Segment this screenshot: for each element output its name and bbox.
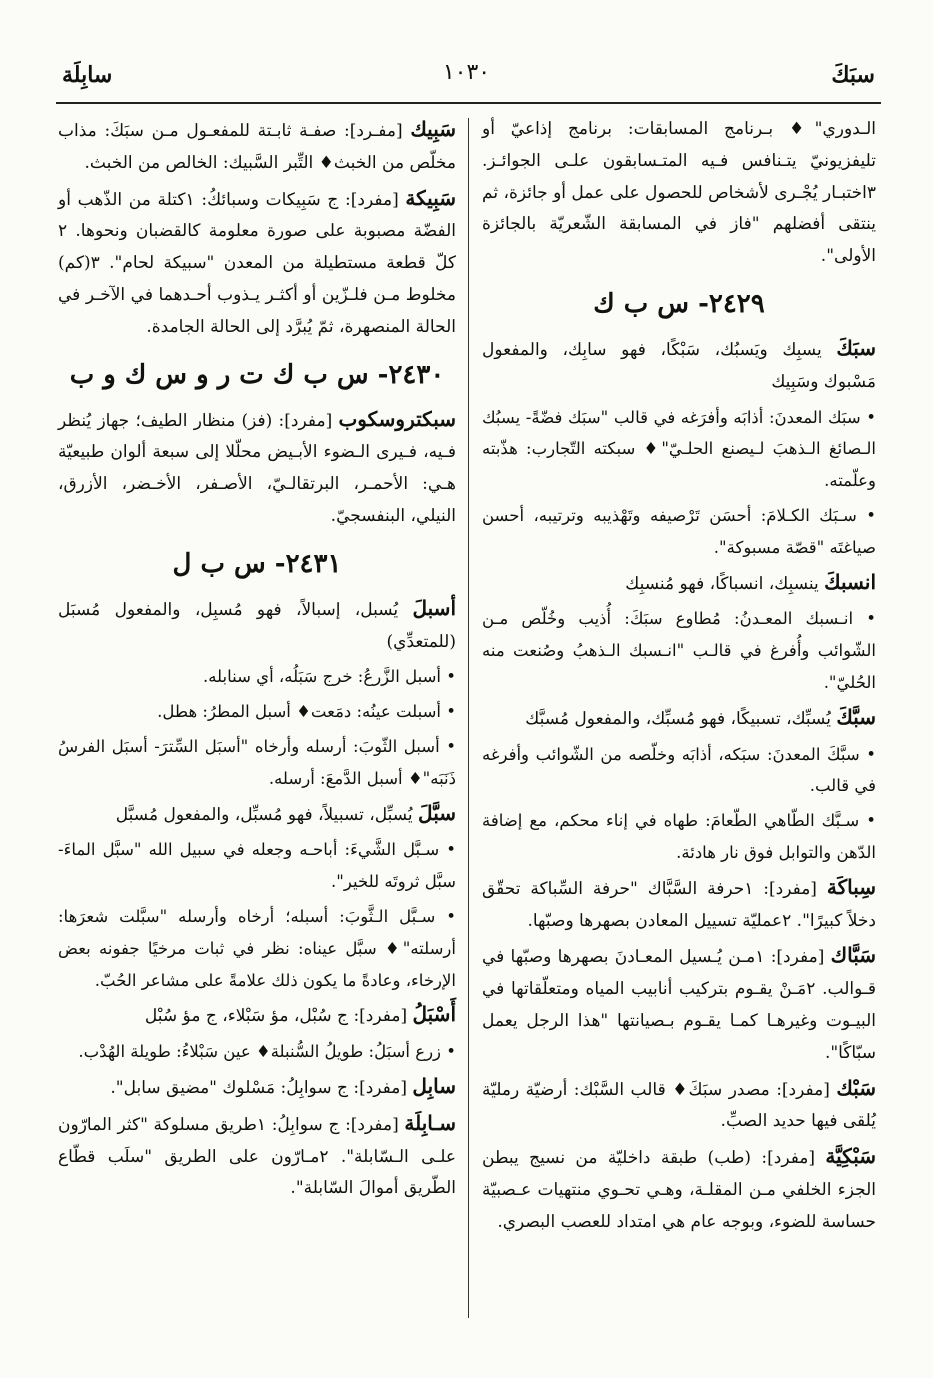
entry-text: يُسبِّل، تسبيلاً، فهو مُسبِّل، والمفعول مُسبَّل [115, 804, 419, 825]
sense: • سـبَّل الـثَّوبَ: أسبله؛ أرخاه وأرسله "سبَّلت شعرَها: أرسلته"♦ سبَّل عيناه: نظر في ثبات مرخيًا جفونه بعض الإرخاء، وعادةً ما يكون ذلك علامةً على مشاعر الحُبّ. [58, 906, 456, 990]
root-heading: ٢٤٢٩- س ب ك [593, 288, 765, 319]
headword: سَبِيك [410, 117, 456, 141]
sense: • سبَك المعدنَ: أذابَه وأفرَغه في قالب "سبَك فضّةً- يسبُك الـصائغ الـذهبَ لـيصنع الحلـيّ"♦ سبكته التّجارب: هذّبته وعلّمته. [482, 407, 876, 491]
headword: سَبْكِيَّة [825, 1144, 876, 1169]
entry [482, 872, 876, 938]
entry-text: يُسبل، إسبالاً، فهو مُسبِل، والمفعول مُسبَل (للمتعدِّي) [58, 599, 456, 652]
entry-text: يُسبِّك، تسبيكًا، فهو مُسبِّك، والمفعول مُسبَّك [525, 708, 837, 729]
left-column [58, 114, 456, 1208]
sense: • أسبل الزَّرعُ: خرج سَبَلُه، أي سنابله. [202, 667, 456, 687]
entry-text: [مفرد]: ج سُبْل، مؤ سَبْلاء، ج مؤ سُبْل [144, 1006, 413, 1027]
sense: • سـبَّك الطّاهي الطّعامَ: طهاه في إناء محكم، مع إضافة الدّهن والتوابل فوق نار هادئة. [482, 811, 876, 862]
entry [482, 333, 876, 399]
entry [482, 702, 876, 736]
headword: سَبَّاك [830, 943, 876, 968]
root-heading: ٢٤٣٠- س ب ك ت ر و س ك و ب [69, 359, 445, 390]
entry [58, 183, 456, 344]
entry-text: [مفرد]: ج سوابِلُ: ١طريق مسلوكة "كثر المارّون علـى الـسّابلة". ٢مـارّون على الطريق "سلَب قطّاع الطّريق أموالَ السّابلة". [58, 1114, 456, 1199]
sense: • أسبلت عينُه: دمَعت♦ أسبل المطرُ: هطل. [157, 702, 456, 722]
headword: سبَكَ [836, 335, 876, 360]
entry [482, 567, 876, 601]
sense: • سـبَّل الشَّيءَ: أباحـه وجعله في سبيل الله "سبَّل الماءَ- سبَّل ثروتَه للخير". [58, 840, 456, 892]
sense: • سـبَك الكـلامَ: أحسَن تَرْصيفه وتَهْذيبه وترتيبه، أحسن صياغتَه "قصّة مسبوكة". [482, 505, 876, 557]
entry-continuation: الـدوري"♦ بـرنامج المسابقات: برنامج إذاعيّ أو تليفزيونيّ يتـنافس فـيه المتـسابقون علـى الجوائـز. ٣اختبـار يُجْـرى لأشخاص للحصول على عمل أو جائزة، ثم ينتقى أفضلهم "فاز في المسابقة الشّعريّة بالجائزة الأولى". [482, 119, 876, 267]
entry-text: [مفرد]: (فز) منظار الطيف؛ جهاز يُنظر فـيه، فـيرى الـضوء الأبـيض محلّلا إلى سبعة ألوان طبيعيّة هـي: الأحمـر، البرتقالـيّ، الأصـفر، الأخـضر، الأزرق، النيلي، البنفسجيّ. [58, 410, 456, 526]
entry-text: [مفرد]: ١مـن يُـسيل المعـادنَ بصهرها وصبّها في قـوالب. ٢مَـنْ يقـوم بتركيب أنابيب المياه ومتعلّقاتها في البيـوت وغيرهـا كمـا يقـوم بـصيانتها "هذا الرجل يعمل سبّاكًا". [482, 947, 876, 1063]
entry-text: [مفرد]: ج سوابِلُ: مَسْلوك "مضيق سابل". [110, 1077, 413, 1098]
entry [58, 114, 456, 180]
headword: سَبْك [836, 1075, 876, 1100]
headword: سـابِلَة [404, 1110, 456, 1135]
entry [482, 1073, 876, 1139]
entry-text: [مفرد]: (طب) طبقة داخليّة من نسيج يبطن الجزء الخلفي مـن المقلـة، وهـي تحـوي منتهيات عـصبيّة حساسة للضوء، وبوجه عام هي امتداد للعصب البصري. [482, 1148, 876, 1232]
entry [58, 798, 456, 832]
headword: أسبلَ [412, 595, 456, 620]
page-number: ١٠٣٠ [442, 60, 491, 85]
entry-text: [مفرد]: ١حرفة السَّبَّاك "حرفة السِّباكة تحقّق دخلاً كبيرًا". ٢عمليّة تسييل المعادن بصهرها وصبّها. [482, 878, 876, 931]
entry [482, 940, 876, 1069]
right-column [482, 114, 876, 1242]
headword: أَسْبَلُ [412, 1002, 456, 1027]
entry [58, 1108, 456, 1205]
headword: سابِل [412, 1073, 456, 1098]
headword: سَبِيكة [405, 185, 457, 210]
entry-text: يسبِك ويَسبُك، سَبْكًا، فهو سابِك، والمفعول مَسْبوك وسَبِيك [482, 339, 876, 392]
entry [58, 593, 456, 659]
sense: • أسبل الثّوبَ: أرسله وأرخاه "أسبَل السِّترَ- أسبَل الفرسُ ذَنَبَه"♦ أسبل الدَّمعَ: أرسله. [58, 736, 456, 788]
header-guide-word-left: سابِلَة [62, 62, 113, 88]
entry-text: ينسبِك، انسباكًا، فهو مُنسبِك [625, 573, 825, 594]
header-rule [56, 102, 881, 104]
entry [482, 1141, 876, 1238]
headword: انسبكَ [824, 569, 876, 594]
headword: سِباكَة [826, 874, 876, 899]
entry [58, 999, 456, 1033]
sense: • انـسبك المعـدنُ: مُطاوع سبَكَ: أُذيب وخُلّص مـن الشّوائب وأُفرغ في قالـب "انـسبك الـذهبُ وصُنعت منه الحُليّ". [482, 609, 876, 692]
entry-text: [مفرد]: مصدر سبَكَ♦ قالب السَّبْك: أرضيّة رمليّة يُلقى فيها حديد الصبِّ. [482, 1079, 876, 1132]
sense: • سبَّكَ المعدنَ: سبَكه، أذابَه وخلّصه من الشّوائب وأفرغه في قالب. [482, 744, 876, 796]
headword: سبَّلَ [418, 800, 456, 825]
entry-text: [مفرد]: ج سَبِيكات وسبائكُ: ١كتلة من الذّهب أو الفضّة مصبوبة على صورة معلومة كالقضبان ونحوها. ٢ كلّ قطعة مستطيلة من المعدن "سبيكة لحام". ٣(كم) مخلوط مـن فلـزّين أو أكثـر يـذوب أحـدهما في الآخـر في الحالة المنصهرة، ثمّ يُبرَّد إلى الحالة الجامدة. [58, 189, 456, 337]
root-heading: ٢٤٣١- س ب ل [172, 548, 342, 579]
entry [58, 404, 456, 533]
headword: سبكتروسكوب [338, 406, 456, 431]
column-divider [468, 118, 469, 1318]
header-guide-word-right: سبَكَ [831, 62, 875, 88]
sense: • زرع أسبَلُ: طويلُ السُّنبلة♦ عين سَبْلاءُ: طويلة الهُدْب. [78, 1042, 456, 1062]
headword: سبَّكَ [836, 704, 876, 729]
entry-text: [مفـرد]: صفـة ثابـتة للمفعـول مـن سبَكَ: مذاب مخلّص من الخبث♦ التِّبر السَّبيك: الخالص من الخبث. [58, 121, 456, 173]
entry [58, 1071, 456, 1105]
